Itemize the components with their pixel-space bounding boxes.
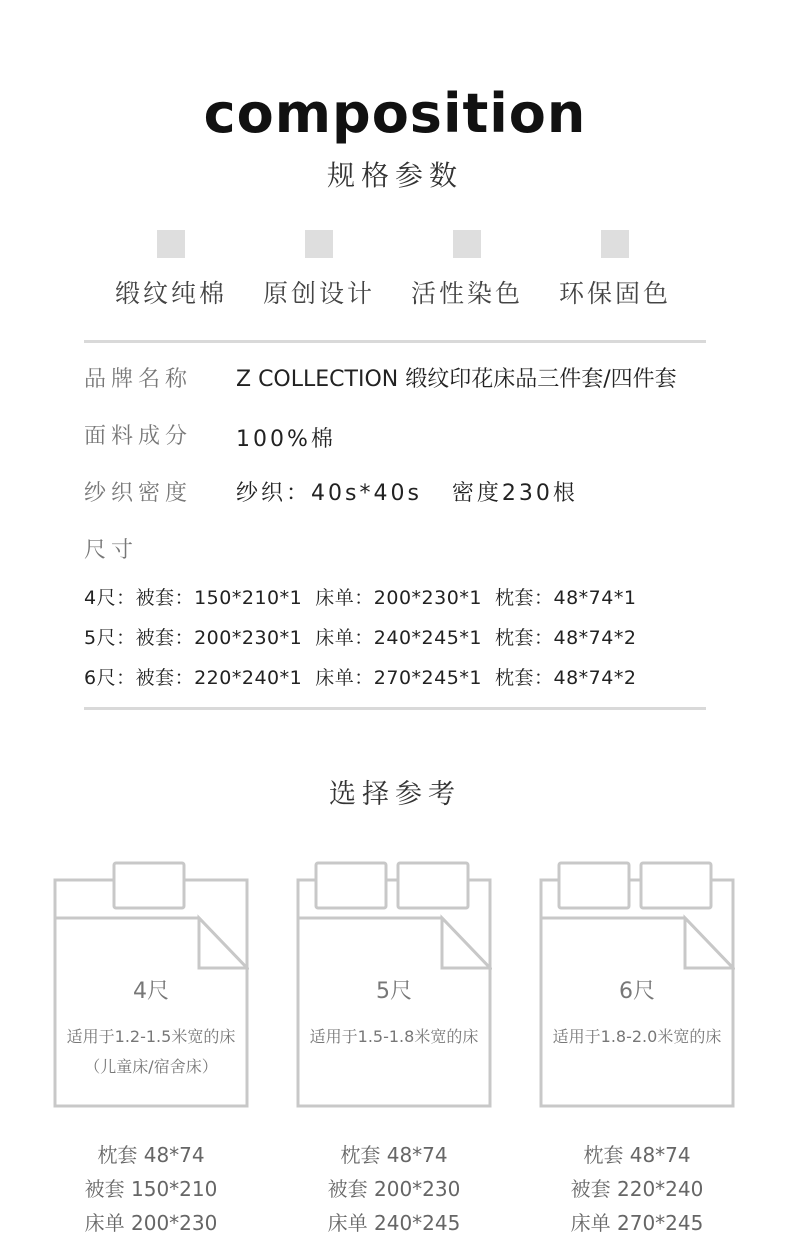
spec-weave-key: 纱织密度 — [84, 481, 193, 506]
feature-swatch-icon — [305, 230, 333, 258]
sheet-dim: 床单 240*245 — [327, 1211, 461, 1235]
bed-size-label: 6尺 — [619, 979, 655, 1004]
bed-dims-6chi — [539, 1138, 735, 1240]
feature-satin-cotton — [97, 230, 245, 310]
bed-note — [539, 1022, 735, 1052]
pillowcase-dim: 枕套 48*74 — [97, 1143, 205, 1167]
bed-note-line: 适用于1.5-1.8米宽的床 — [309, 1027, 479, 1046]
spec-size-key: 尺寸 — [84, 538, 139, 563]
sheet-dim: 床单 270*245 — [570, 1211, 704, 1235]
bed-size-label: 5尺 — [376, 979, 412, 1004]
page-title: composition — [203, 82, 587, 145]
feature-swatch-icon — [601, 230, 629, 258]
spec-brand-value: Z COLLECTION 缎纹印花床品三件套/四件套 — [236, 367, 677, 392]
bed-note-line: （儿童床/宿舍床） — [84, 1057, 218, 1076]
bed-note — [296, 1022, 492, 1052]
bed-size-label: 4尺 — [133, 979, 169, 1004]
sheet-dim: 床单 200*230 — [84, 1211, 218, 1235]
pillowcase-dim: 枕套 48*74 — [583, 1143, 691, 1167]
bed-diagram-6chi — [539, 860, 735, 1110]
divider-bottom — [84, 707, 706, 710]
duvet-dim: 被套 220*240 — [570, 1177, 704, 1201]
bed-dims-5chi — [296, 1138, 492, 1240]
feature-original-design — [245, 230, 393, 310]
bed-note — [53, 1022, 249, 1082]
bed-dims-4chi — [53, 1138, 249, 1240]
size-row-5chi: 5尺：被套：200*230*1 床单：240*245*1 枕套：48*74*2 — [84, 627, 637, 649]
size-row-6chi: 6尺：被套：220*240*1 床单：270*245*1 枕套：48*74*2 — [84, 667, 637, 689]
pillowcase-dim: 枕套 48*74 — [340, 1143, 448, 1167]
bed-note-line: 适用于1.8-2.0米宽的床 — [552, 1027, 722, 1046]
section-title-selection: 选择参考 — [329, 779, 461, 810]
feature-swatch-icon — [453, 230, 481, 258]
spec-weave-value: 纱织：40s*40s 密度230根 — [236, 481, 578, 506]
feature-swatch-icon — [157, 230, 185, 258]
feature-label: 环保固色 — [558, 279, 671, 308]
bed-diagram-4chi — [53, 860, 249, 1110]
size-row-4chi: 4尺：被套：150*210*1 床单：200*230*1 枕套：48*74*1 — [84, 587, 637, 609]
spec-fabric-key: 面料成分 — [84, 424, 193, 449]
feature-reactive-dye — [393, 230, 541, 310]
duvet-dim: 被套 200*230 — [327, 1177, 461, 1201]
bed-note-line: 适用于1.2-1.5米宽的床 — [66, 1027, 236, 1046]
duvet-dim: 被套 150*210 — [84, 1177, 218, 1201]
divider-top — [84, 340, 706, 343]
spec-fabric-value: 100%棉 — [236, 427, 336, 452]
spec-brand-key: 品牌名称 — [84, 367, 193, 392]
page-subtitle: 规格参数 — [326, 159, 463, 192]
feature-eco-fix — [541, 230, 689, 310]
bed-diagram-5chi — [296, 860, 492, 1110]
feature-label: 原创设计 — [262, 279, 375, 308]
feature-label: 活性染色 — [410, 279, 523, 308]
feature-label: 缎纹纯棉 — [114, 279, 227, 308]
